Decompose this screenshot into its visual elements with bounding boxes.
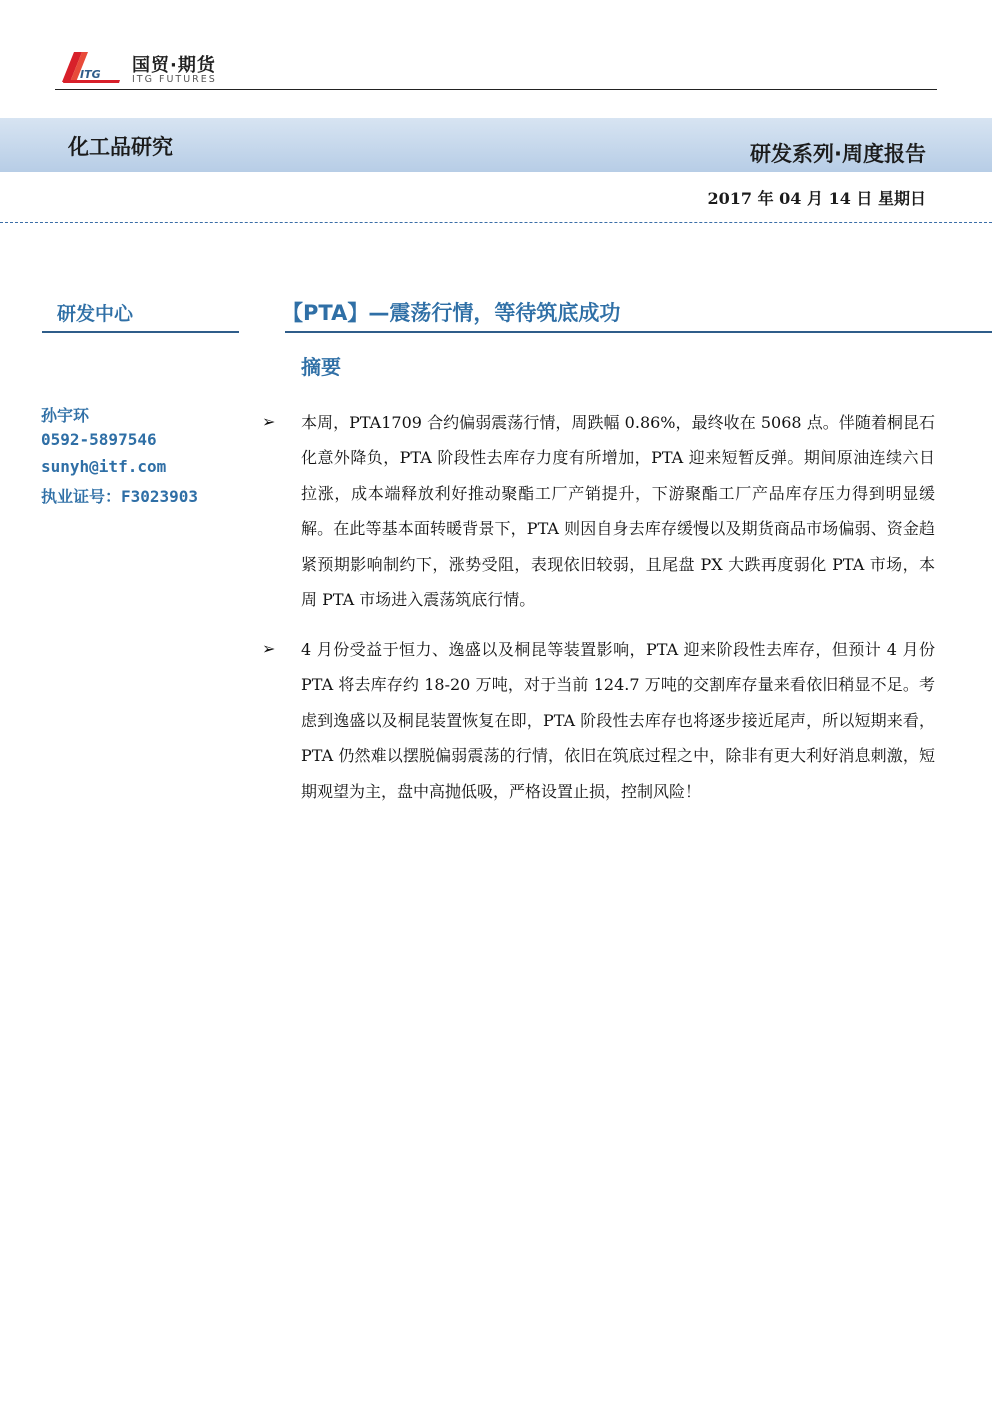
report-category: 化工品研究 xyxy=(68,135,173,159)
header-divider xyxy=(55,89,937,90)
abstract-paragraph: 本周，PTA1709 合约偏弱震荡行情，周跌幅 0.86%，最终收在 5068 点。伴随着桐昆石化意外降负，PTA 阶段性去库存力度有所增加，PTA 迎来短暂反弹。期间原油连续六日拉涨，成本端释放利好推动聚酯工厂产销提升，下游聚酯工厂产品库存压力得到明显缓解。在此等基本面转暖背景下，PTA 则因自身去库存缓慢以及期货商品市场偏弱、资金趋紧预期影响制约下，涨势受阻，表现依旧较弱，且尾盘 PX 大跌再度弱化 PTA 市场，本周 PTA 市场进入震荡筑底行情。 xyxy=(301,413,935,610)
analyst-license: 执业证号：F3023903 xyxy=(41,487,199,506)
abstract-paragraph: 4 月份受益于恒力、逸盛以及桐昆等装置影响，PTA 迎来阶段性去库存，但预计 4 月份 PTA 将去库存约 18-20 万吨，对于当前 124.7 万吨的交割库存量来看依旧稍显不足。考虑到逸盛以及桐昆装置恢复在即，PTA 阶段性去库存也将逐步接近尾声，所以短期来看，PTA 仍然难以摆脱偏弱震荡的行情，依旧在筑底过程之中，除非有更大利好消息刺激，短期观望为主，盘中高抛低吸，严格设置止损，控制风险！ xyxy=(301,640,935,801)
report-series: 研发系列·周度报告 xyxy=(750,142,926,166)
sidebar-title: 研发中心 xyxy=(57,303,134,325)
logo-mark-text: ITG xyxy=(80,68,101,81)
bullet-arrow-icon: ➢ xyxy=(262,412,276,431)
report-banner xyxy=(0,118,992,172)
dashed-divider xyxy=(0,222,992,223)
itg-logo-icon xyxy=(58,50,122,86)
title-divider xyxy=(285,331,992,333)
company-logo xyxy=(58,50,238,90)
sidebar-divider xyxy=(42,331,239,333)
logo-cn-text: 国贸·期货 xyxy=(132,55,216,76)
analyst-phone: 0592-5897546 xyxy=(41,430,157,449)
analyst-name: 孙宇环 xyxy=(41,406,90,425)
report-title: 【PTA】—震荡行情，等待筑底成功 xyxy=(282,301,621,325)
logo-en-text: ITG FUTURES xyxy=(132,74,217,85)
report-date: 2017 年 04 月 14 日 星期日 xyxy=(707,189,926,208)
abstract-heading: 摘要 xyxy=(301,355,341,379)
bullet-arrow-icon: ➢ xyxy=(262,639,276,658)
analyst-email: sunyh@itf.com xyxy=(41,457,167,476)
